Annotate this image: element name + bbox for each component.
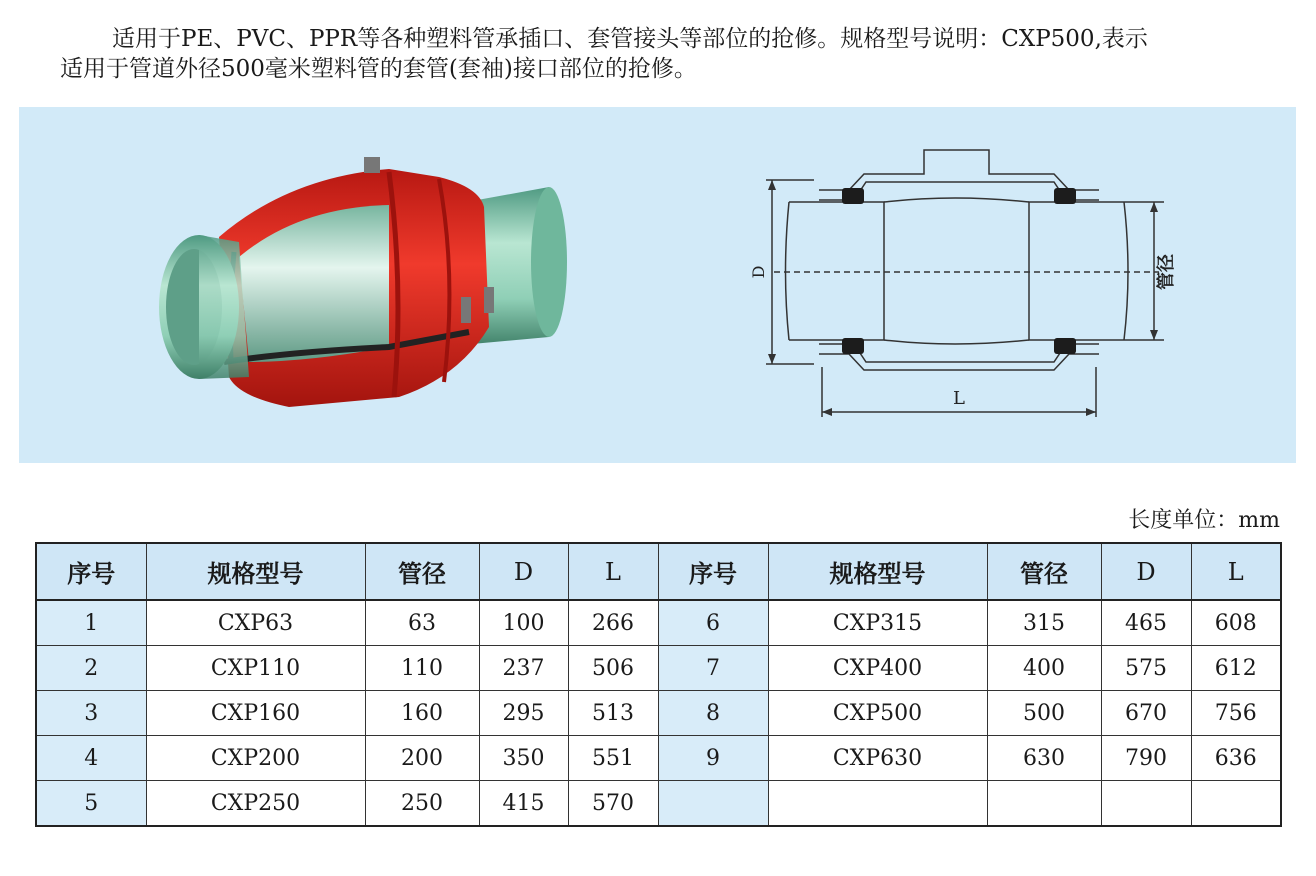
- table-cell: 4: [36, 736, 146, 781]
- table-cell: [1101, 781, 1191, 827]
- table-cell: 350: [479, 736, 568, 781]
- table-row: [36, 781, 1281, 827]
- table-cell: 5: [36, 781, 146, 827]
- col-header: 规格型号: [768, 543, 987, 600]
- table-cell: 415: [479, 781, 568, 827]
- col-header: L: [568, 543, 658, 600]
- col-header: 序号: [658, 543, 768, 600]
- table-cell: 250: [365, 781, 479, 827]
- table-cell: CXP630: [768, 736, 987, 781]
- col-header: 管径: [365, 543, 479, 600]
- table-cell: 506: [568, 646, 658, 691]
- table-cell: 295: [479, 691, 568, 736]
- table-cell: [658, 781, 768, 827]
- dimension-l-label: L: [953, 388, 965, 409]
- table-cell: 200: [365, 736, 479, 781]
- table-cell: 575: [1101, 646, 1191, 691]
- col-header: 管径: [987, 543, 1101, 600]
- table-cell: 2: [36, 646, 146, 691]
- table-header-row: [36, 543, 1281, 600]
- table-cell: 790: [1101, 736, 1191, 781]
- table-cell: 400: [987, 646, 1101, 691]
- table-cell: CXP200: [146, 736, 365, 781]
- dimension-d-label: D: [749, 265, 768, 279]
- table-cell: 1: [36, 600, 146, 646]
- table-cell: 670: [1101, 691, 1191, 736]
- table-cell: 465: [1101, 600, 1191, 646]
- table-row: [36, 600, 1281, 646]
- table-cell: [1191, 781, 1281, 827]
- spec-table: [35, 542, 1282, 827]
- dimension-pipe-label: 管径: [1156, 254, 1177, 290]
- unit-note: 长度单位：mm: [1128, 508, 1280, 533]
- table-cell: 6: [658, 600, 768, 646]
- table-cell: 237: [479, 646, 568, 691]
- table-cell: 3: [36, 691, 146, 736]
- table-cell: CXP160: [146, 691, 365, 736]
- table-cell: CXP250: [146, 781, 365, 827]
- table-cell: 9: [658, 736, 768, 781]
- table-cell: 612: [1191, 646, 1281, 691]
- table-row: [36, 691, 1281, 736]
- col-header: 序号: [36, 543, 146, 600]
- table-cell: CXP63: [146, 600, 365, 646]
- table-cell: 266: [568, 600, 658, 646]
- table-cell: 570: [568, 781, 658, 827]
- table-cell: 7: [658, 646, 768, 691]
- cross-section-drawing: [749, 142, 1184, 422]
- table-row: [36, 736, 1281, 781]
- table-cell: 100: [479, 600, 568, 646]
- col-header: 规格型号: [146, 543, 365, 600]
- table-cell: 636: [1191, 736, 1281, 781]
- col-header: D: [479, 543, 568, 600]
- intro-line-1: 适用于PE、PVC、PPR等各种塑料管承插口、套管接头等部位的抢修。规格型号说明：CXP500,表示: [112, 26, 1148, 52]
- intro-line-2: 适用于管道外径500毫米塑料管的套管(套袖)接口部位的抢修。: [60, 56, 697, 82]
- table-cell: 608: [1191, 600, 1281, 646]
- col-header: L: [1191, 543, 1281, 600]
- table-cell: 160: [365, 691, 479, 736]
- table-cell: 63: [365, 600, 479, 646]
- table-cell: 315: [987, 600, 1101, 646]
- table-cell: 500: [987, 691, 1101, 736]
- product-illustration-panel: [19, 107, 1296, 463]
- col-header: D: [1101, 543, 1191, 600]
- table-cell: CXP400: [768, 646, 987, 691]
- table-cell: [987, 781, 1101, 827]
- coupling-product-image: [139, 147, 589, 447]
- table-cell: 8: [658, 691, 768, 736]
- table-cell: [768, 781, 987, 827]
- table-cell: CXP500: [768, 691, 987, 736]
- table-cell: 756: [1191, 691, 1281, 736]
- table-cell: 551: [568, 736, 658, 781]
- table-cell: 110: [365, 646, 479, 691]
- table-cell: 630: [987, 736, 1101, 781]
- table-cell: 513: [568, 691, 658, 736]
- intro-text: [60, 24, 1290, 84]
- table-cell: CXP315: [768, 600, 987, 646]
- table-row: [36, 646, 1281, 691]
- table-cell: CXP110: [146, 646, 365, 691]
